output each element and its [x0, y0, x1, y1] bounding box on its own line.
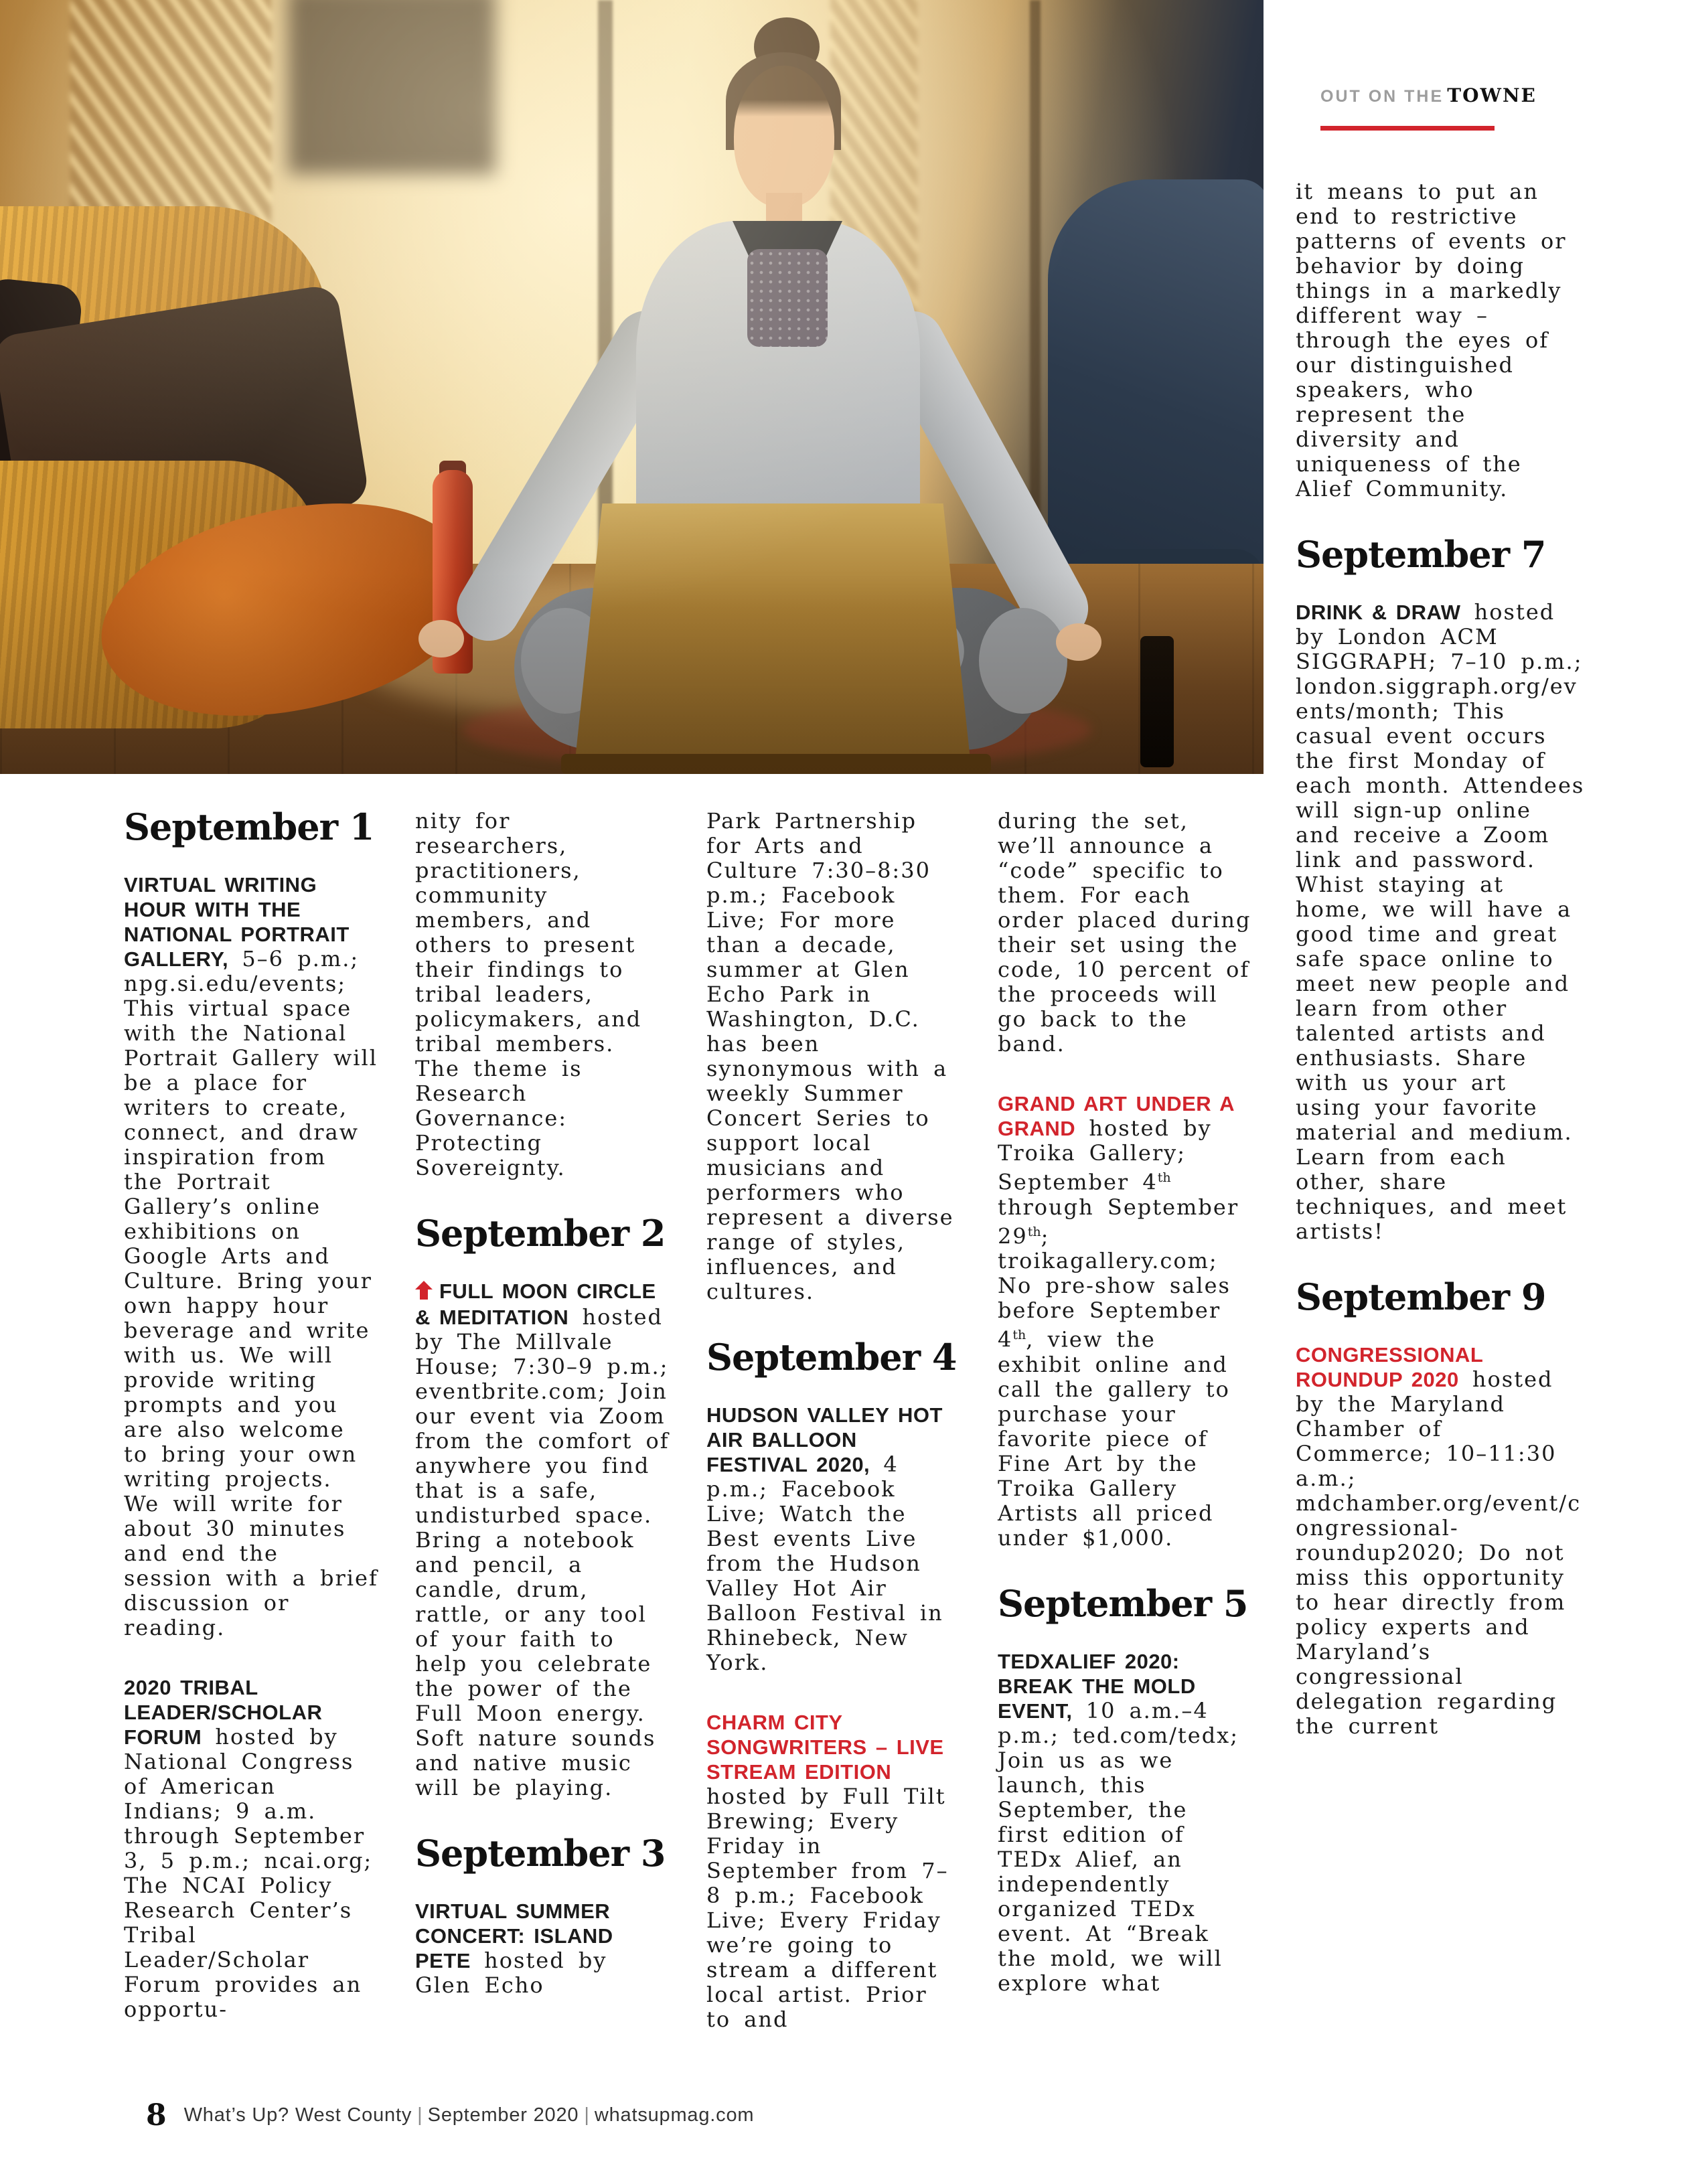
- date-heading: September 1: [124, 805, 374, 848]
- date-heading: September 4: [706, 1336, 957, 1379]
- events-column-2: [415, 809, 670, 1998]
- date-heading: September 9: [1296, 1275, 1546, 1319]
- ordinal-superscript: th: [1027, 1224, 1041, 1239]
- body-text: 5–6 p.m.; npg.si.edu/events; This virtual space with the National Portrait Gallery will be a place for writers to create, connect, and draw inspiration from the Portrait Gallery’s online exhibitions on Google Arts and Culture. Bring your own happy hour beverage and write with us. We will provide writing prompts and you are also welcome to bring your own writing projects. We will write for about 30 minutes and end the session with a brief discussion or reading.: [124, 946, 378, 1641]
- footer-separator: |: [584, 2104, 589, 2126]
- event-title: VIRTUAL WRITING HOUR WITH THE NATIONAL PORTRAIT GALLERY,: [124, 873, 350, 971]
- footer-separator: |: [417, 2104, 423, 2126]
- body-text: hosted by Full Tilt Brewing; Every Friday in September from 7–8 p.m.; Facebook Live; Every Friday we’re going to stream a different local artist. Prior to and: [706, 1784, 949, 2033]
- body-text: 10 a.m.–4 p.m.; ted.com/tedx; Join us as we launch, this September, the first edition of TEDx Alief, an independently organized TEDx event. At “Break the mold, we will explore what: [998, 1698, 1239, 1997]
- body-text: Park Partnership for Arts and Culture 7:30–8:30 p.m.; Facebook Live; For more than a decade, summer at Glen Echo Park in Washington, D.C. has been synonymous with a weekly Summer Concert Series to support local musicians and performers who represent a diverse range of styles, influences, and cultures.: [706, 808, 954, 1304]
- page-number: 8: [146, 2098, 167, 2132]
- event-paragraph: [1296, 179, 1585, 501]
- event-paragraph: [706, 1403, 961, 1675]
- event-title-red: GRAND ART UNDER A GRAND: [998, 1092, 1234, 1140]
- events-column-1: [124, 805, 378, 2023]
- events-column-4: [998, 809, 1252, 1996]
- event-title-red: CONGRESSIONAL ROUNDUP 2020: [1296, 1343, 1483, 1392]
- ordinal-superscript: th: [1157, 1170, 1171, 1185]
- body-text: hosted by The Millvale House; 7:30–9 p.m.; eventbrite.com; Join our event via Zoom from the comfort of anywhere you find that is a safe, undisturbed space. Bring a notebook and pencil, a candle, drum, rattle, or any tool of your faith to help you celebrate the power of the Full Moon energy. Soft nature sounds and native music will be playing.: [415, 1304, 670, 1801]
- body-text: hosted by Troika Gallery; September 4: [998, 1115, 1212, 1195]
- hero-photo: [0, 0, 1264, 774]
- body-text: during the set, we’ll announce a “code” specific to them. For each order placed during their set using the code, 10 percent of the proceeds will go back to the band.: [998, 808, 1251, 1057]
- body-text: through September 29: [998, 1194, 1239, 1249]
- body-text: hosted by the Maryland Chamber of Commerce; 10–11:30 a.m.; mdchamber.org/event/congressional-roundup2020; Do not miss this opportunity to hear directly from policy experts and Maryland’s congressional delegation regarding the current: [1296, 1367, 1582, 1739]
- event-paragraph: [998, 1649, 1252, 1996]
- event-paragraph: [415, 1279, 670, 1800]
- event-paragraph: [124, 872, 378, 1640]
- event-paragraph: [998, 809, 1252, 1057]
- photo-vignette: [0, 0, 1264, 774]
- section-header: [1320, 84, 1537, 106]
- date-heading: September 7: [1296, 533, 1546, 576]
- footer-item: whatsupmag.com: [594, 2104, 755, 2126]
- ordinal-superscript: th: [1012, 1328, 1026, 1343]
- event-paragraph: [415, 1899, 670, 1998]
- body-text: hosted by National Congress of American Indians; 9 a.m. through September 3, 5 p.m.; ncai.org; The NCAI Policy Research Center’s Tribal Leader/Scholar Forum provides an opportu-: [124, 1724, 373, 2023]
- body-text: hosted by Glen Echo: [415, 1948, 607, 1999]
- event-paragraph: [706, 1710, 961, 2032]
- body-text: hosted by London ACM SIGGRAPH; 7–10 p.m.; london.siggraph.org/events/month; This casual event occurs the first Monday of each month. Attendees will sign-up online and receive a Zoom link and password. Whist staying at home, we will have a good time and great safe space online to meet new people and learn from other talented artists and enthusiasts. Share with us your art using your favorite material and medium. Learn from each other, share techniques, and meet artists!: [1296, 599, 1585, 1245]
- event-title: 2020 TRIBAL LEADER/SCHOLAR FORUM: [124, 1676, 323, 1749]
- body-text: , view the exhibit online and call the gallery to purchase your favorite piece of Fine Art by the Troika Gallery Artists all priced under $1,000.: [998, 1326, 1230, 1551]
- body-text: ; troikagallery.com; No pre-show sales before September 4: [998, 1223, 1231, 1352]
- body-text: 4 p.m.; Facebook Live; Watch the Best events Live from the Hudson Valley Hot Air Balloon Festival in Rhinebeck, New York.: [706, 1452, 943, 1676]
- event-title: VIRTUAL SUMMER CONCERT: ISLAND PETE: [415, 1899, 613, 1973]
- event-title-red: CHARM CITY SONGWRITERS – LIVE STREAM EDITION: [706, 1711, 944, 1784]
- event-title: TEDXALIEF 2020: BREAK THE MOLD EVENT,: [998, 1650, 1196, 1723]
- event-title: HUDSON VALLEY HOT AIR BALLOON FESTIVAL 2020,: [706, 1403, 943, 1477]
- date-heading: September 2: [415, 1212, 666, 1255]
- events-column-3: [706, 809, 961, 2032]
- section-brand: TOWNE: [1447, 84, 1537, 106]
- page-footer: [146, 2098, 754, 2132]
- event-paragraph: [1296, 600, 1585, 1244]
- footer-item: September 2020: [427, 2104, 579, 2126]
- date-heading: September 5: [998, 1581, 1248, 1625]
- section-kicker: OUT ON THE: [1320, 87, 1444, 106]
- event-title: FULL MOON CIRCLE & MEDITATION: [415, 1279, 656, 1330]
- body-text: it means to put an end to restrictive patterns of events or behavior by doing things in a markedly different way – through the eyes of our distinguished speakers, who represent the diversity and uniqueness of the Alief Community.: [1296, 179, 1567, 501]
- event-paragraph: [1296, 1342, 1585, 1739]
- section-header-rule: [1320, 126, 1495, 131]
- event-paragraph: [415, 809, 670, 1180]
- event-paragraph: [706, 809, 961, 1304]
- event-paragraph: [124, 1675, 378, 2022]
- footer-item: What’s Up? West County: [183, 2104, 412, 2126]
- events-right-rail: [1296, 179, 1585, 1739]
- event-paragraph: [998, 1091, 1252, 1551]
- event-title: DRINK & DRAW: [1296, 601, 1461, 625]
- up-arrow-icon: [415, 1280, 433, 1305]
- body-text: nity for researchers, practitioners, community members, and others to present their findings to tribal leaders, policymakers, and tribal members. The theme is Research Governance: Protecting Sovereignty.: [415, 808, 642, 1180]
- date-heading: September 3: [415, 1832, 666, 1875]
- footer-meta: [184, 2104, 755, 2126]
